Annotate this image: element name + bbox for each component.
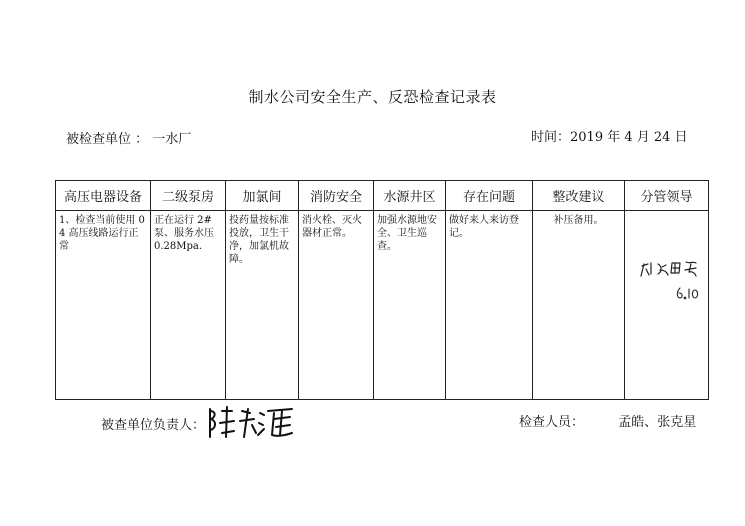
header-fire-safety: 消防安全 bbox=[299, 181, 374, 211]
date-label: 时间： bbox=[531, 130, 571, 145]
header-pump-room: 二级泵房 bbox=[151, 181, 226, 211]
document-title: 制水公司安全生产、反恐检查记录表 bbox=[248, 88, 497, 106]
header-issues: 存在问题 bbox=[446, 181, 533, 211]
leader-signature-image bbox=[638, 258, 702, 306]
inspected-unit bbox=[66, 128, 191, 147]
cell-suggestions: 补压备用。 bbox=[533, 211, 625, 400]
cell-chlorination-room: 投药量按标准投放，卫生干净，加氯机故障。 bbox=[226, 211, 299, 400]
responsible-label: 被查单位负责人： bbox=[101, 418, 206, 433]
header-hv-equipment: 高压电器设备 bbox=[56, 181, 151, 211]
inspectors-names: 孟皓、张克星 bbox=[618, 415, 697, 430]
date-value: 2019 年 4 月 24 日 bbox=[570, 130, 688, 145]
cell-fire-safety: 消火栓、灭火器材正常。 bbox=[299, 211, 374, 400]
header-chlorination-room: 加氯间 bbox=[226, 181, 299, 211]
header-row bbox=[56, 181, 709, 211]
header-well-area: 水源井区 bbox=[374, 181, 446, 211]
header-suggestions: 整改建议 bbox=[533, 181, 625, 211]
inspection-date bbox=[531, 126, 688, 145]
cell-hv-equipment: 1、检查当前使用 04 高压线路运行正常 bbox=[56, 211, 151, 400]
inspected-unit-value: 一水厂 bbox=[152, 132, 192, 147]
cell-well-area: 加强水源地安全、卫生巡查。 bbox=[374, 211, 446, 400]
responsible-person bbox=[101, 414, 205, 433]
inspectors bbox=[519, 411, 696, 430]
cell-issues: 做好来人来访登记。 bbox=[446, 211, 533, 400]
cell-pump-room: 正在运行 2# 泵、服务水压 0.28Mpa. bbox=[151, 211, 226, 400]
inspectors-label: 检查人员： bbox=[519, 415, 585, 430]
inspection-record-table bbox=[55, 180, 709, 400]
inspected-unit-label: 被检查单位 ： bbox=[66, 132, 149, 147]
table-row bbox=[56, 211, 709, 400]
responsible-signature-image bbox=[204, 403, 300, 443]
header-leader: 分管领导 bbox=[625, 181, 709, 211]
